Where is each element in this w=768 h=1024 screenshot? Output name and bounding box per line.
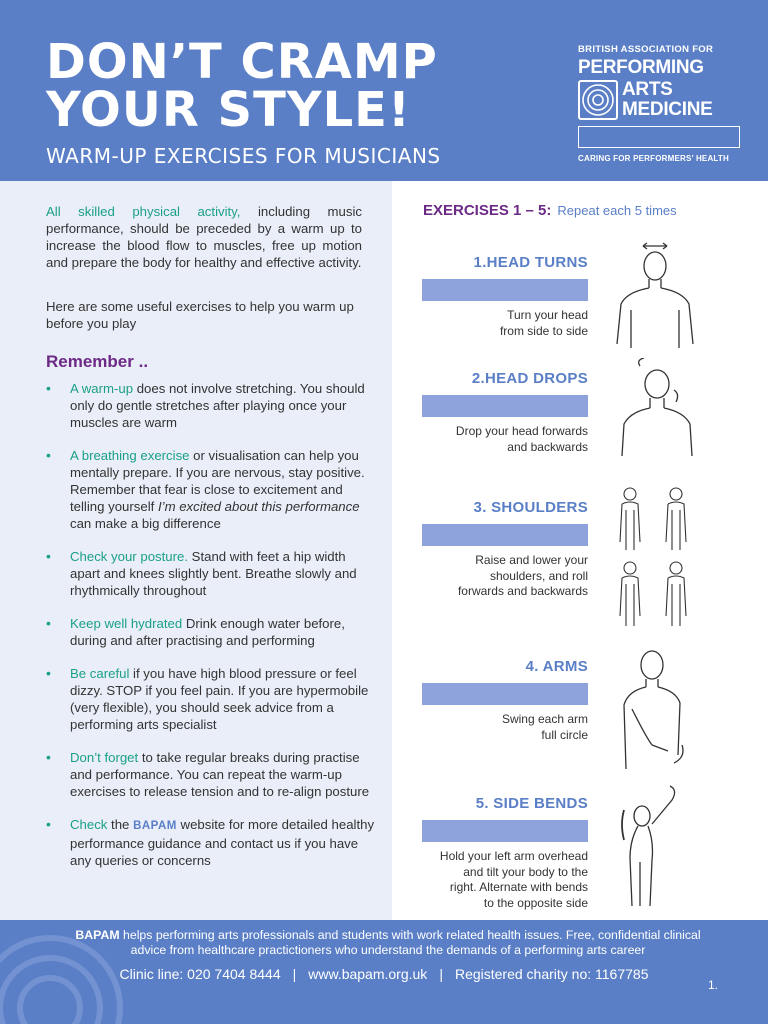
exercise-head-drops bbox=[422, 370, 588, 455]
website-link[interactable]: www.bapam.org.uk bbox=[308, 966, 428, 982]
arms-figure bbox=[612, 645, 702, 770]
exercise-title: 4. ARMS bbox=[525, 658, 588, 675]
remember-list bbox=[46, 380, 376, 885]
intro-paragraph bbox=[46, 203, 362, 271]
footer-contact: Clinic line: 020 7404 8444 | www.bapam.org.uk | Registered charity no: 1167785 bbox=[119, 966, 649, 982]
exercise-desc: Turn your head from side to side bbox=[499, 308, 588, 338]
intro-lead: All skilled physical activity, bbox=[46, 204, 241, 219]
list-item: • Don’t forget to take regular breaks during practise and performance. You can repeat the warm-up exercises to release tension and to re-align posture bbox=[46, 749, 376, 800]
page-number: 1. bbox=[708, 978, 719, 992]
logo-line-4: MEDICINE bbox=[622, 99, 713, 120]
list-item: • Keep well hydrated Drink enough water before, during and after practising and performing bbox=[46, 615, 376, 649]
bapam-link[interactable]: BAPAM bbox=[133, 820, 177, 832]
side-bends-figure bbox=[612, 780, 692, 910]
exercises-subtitle: Repeat each 5 times bbox=[557, 203, 677, 218]
title-line-1: DON’T CRAMP bbox=[46, 34, 438, 90]
list-item: • Check your posture. Stand with feet a hip width apart and knees slightly bent. Breathe slowly and rhythmically throughout bbox=[46, 548, 376, 599]
logo-line-1: BRITISH ASSOCIATION FOR bbox=[578, 44, 714, 55]
logo-tagline: CARING FOR PERFORMERS’ HEALTH bbox=[578, 154, 729, 163]
exercise-side-bends bbox=[422, 795, 588, 911]
clinic-line: Clinic line: 020 7404 8444 bbox=[119, 966, 281, 982]
exercise-desc: Swing each arm full circle bbox=[501, 712, 588, 742]
exercise-title: 1.HEAD TURNS bbox=[473, 254, 588, 271]
exercise-desc: Drop your head forwards and backwards bbox=[455, 424, 588, 454]
exercise-title: 3. SHOULDERS bbox=[473, 499, 588, 516]
page-title bbox=[46, 34, 438, 138]
exercise-bar bbox=[422, 395, 588, 417]
intro-paragraph-2: Here are some useful exercises to help you warm up before you play bbox=[46, 299, 354, 331]
charity-number: Registered charity no: 1167785 bbox=[454, 966, 649, 982]
exercise-arms bbox=[422, 658, 588, 743]
footer-about: BAPAM helps performing arts professionals and students with work related health issues. Free, confidential clinical advice from healthcare practictioners who understand the demands of a performing arts career bbox=[75, 928, 701, 957]
logo-line-3: ARTS bbox=[622, 79, 673, 100]
spiral-icon bbox=[578, 80, 618, 120]
intro-text: including music performance, should be preceded by a warm up to increase the blood flow to muscles, free up motion and prepare the body for healthy and effective activity. bbox=[46, 204, 362, 270]
list-item: • Check the BAPAM website for more detailed healthy performance guidance and contact us if you have any queries or concerns bbox=[46, 816, 376, 869]
exercise-bar bbox=[422, 524, 588, 546]
exercise-head-turns bbox=[422, 254, 588, 339]
exercises-title: EXERCISES 1 – 5: bbox=[423, 202, 552, 219]
footer bbox=[0, 920, 768, 1024]
bapam-logo bbox=[578, 44, 748, 163]
page-subtitle: WARM-UP EXERCISES FOR MUSICIANS bbox=[46, 144, 441, 168]
exercises-heading bbox=[423, 202, 677, 220]
head-turns-figure bbox=[605, 240, 705, 350]
exercise-shoulders bbox=[422, 499, 588, 600]
list-item: • A warm-up does not involve stretching. You should only do gentle stretches after playing once your muscles are warm bbox=[46, 380, 376, 431]
list-item: • Be careful if you have high blood pressure or feel dizzy. STOP if you feel pain. If you are hypermobile (very flexible), you should seek advice from a performing arts specialist bbox=[46, 665, 376, 733]
remember-heading: Remember .. bbox=[46, 352, 149, 371]
header-banner bbox=[0, 0, 768, 181]
exercise-bar bbox=[422, 820, 588, 842]
title-line-2: YOUR STYLE! bbox=[46, 82, 411, 138]
head-drops-figure bbox=[610, 358, 705, 458]
exercise-desc: Raise and lower your shoulders, and roll forwards and backwards bbox=[457, 553, 588, 598]
exercise-bar bbox=[422, 279, 588, 301]
logo-box bbox=[578, 126, 740, 148]
exercise-bar bbox=[422, 683, 588, 705]
exercise-title: 2.HEAD DROPS bbox=[471, 370, 588, 387]
exercise-desc: Hold your left arm overhead and tilt your body to the right. Alternate with bends to the opposite side bbox=[439, 849, 588, 910]
list-item: • A breathing exercise or visualisation can help you mentally prepare. If you are nervous, stay positive. Remember that fear is close to excitement and telling yourself I’m excited about this performance can make a big difference bbox=[46, 447, 376, 532]
logo-line-2: PERFORMING bbox=[578, 57, 704, 78]
shoulders-figure bbox=[608, 482, 703, 632]
exercise-title: 5. SIDE BENDS bbox=[475, 795, 588, 812]
